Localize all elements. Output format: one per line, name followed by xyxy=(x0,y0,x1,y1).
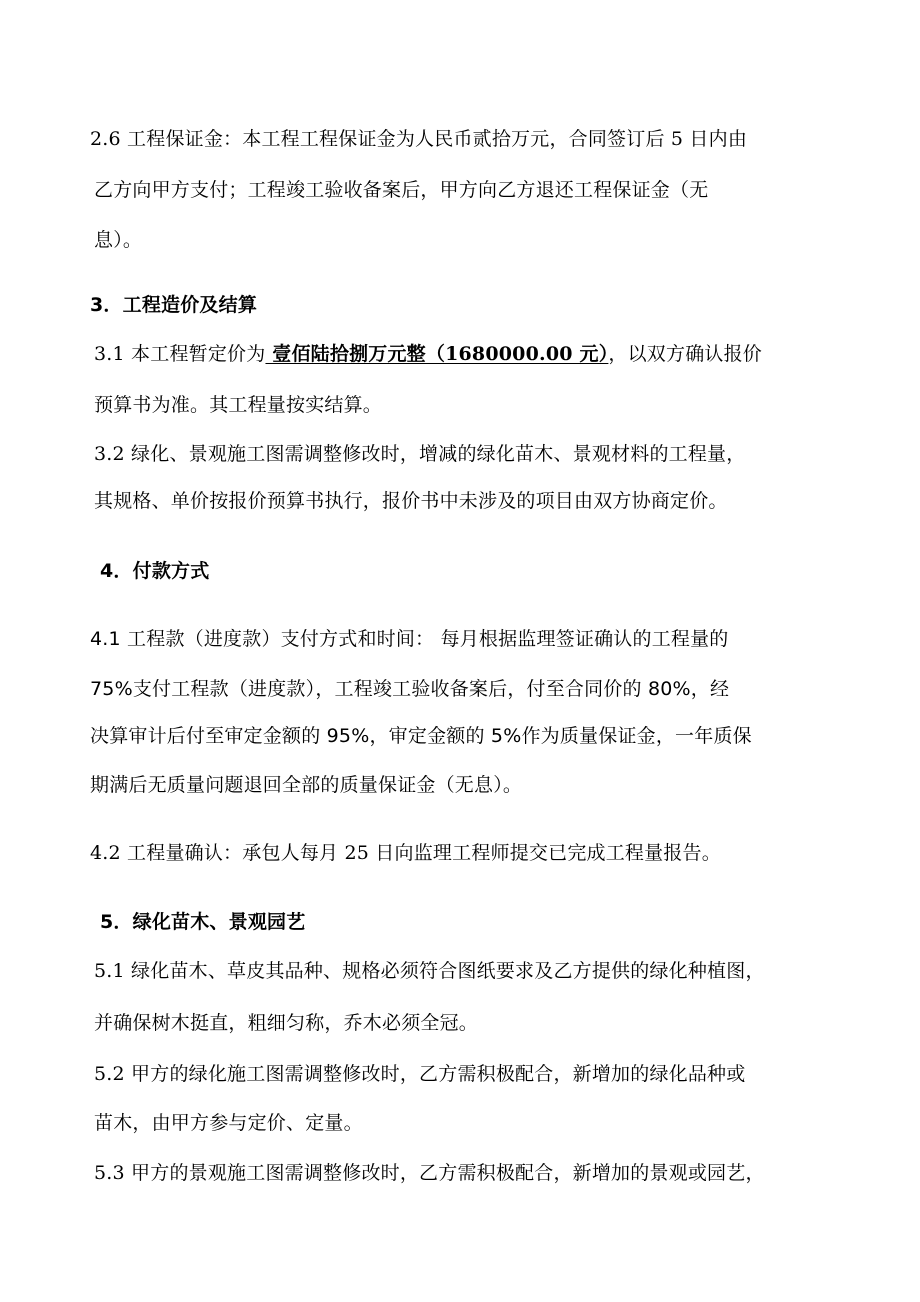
clause-5-1-line-2: 并确保树木挺直，粗细匀称，乔木必须全冠。 xyxy=(94,1012,479,1034)
section-5-heading: 5．绿化苗木、景观园艺 xyxy=(100,911,306,933)
clause-5-2-line-2: 苗木，由甲方参与定价、定量。 xyxy=(94,1112,363,1134)
clause-5-3-line-1: 5.3 甲方的景观施工图需调整修改时，乙方需积极配合，新增加的景观或园艺， xyxy=(94,1162,765,1184)
clause-5-2-line-1: 5.2 甲方的绿化施工图需调整修改时，乙方需积极配合，新增加的绿化品种或 xyxy=(94,1063,746,1085)
clause-4-1-line-2: 75%支付工程款（进度款），工程竣工验收备案后，付至合同价的 80%，经 xyxy=(90,678,730,700)
clause-3-2-line-1: 3.2 绿化、景观施工图需调整修改时，增减的绿化苗木、景观材料的工程量， xyxy=(94,443,746,465)
contract-amount: 壹佰陆拾捌万元整（1680000.00 元） xyxy=(265,343,609,365)
clause-4-1-line-1: 4.1 工程款（进度款）支付方式和时间： 每月根据监理签证确认的工程量的 xyxy=(90,628,729,650)
clause-3-1-prefix: 3.1 本工程暂定价为 xyxy=(94,343,266,365)
clause-3-1-line-2: 预算书为准。其工程量按实结算。 xyxy=(94,394,383,416)
section-4-heading: 4．付款方式 xyxy=(100,560,210,582)
clause-4-2-line-1: 4.2 工程量确认：承包人每月 25 日向监理工程师提交已完成工程量报告。 xyxy=(90,842,721,864)
clause-5-1-line-1: 5.1 绿化苗木、草皮其品种、规格必须符合图纸要求及乙方提供的绿化种植图， xyxy=(94,960,765,982)
section-3-heading: 3．工程造价及结算 xyxy=(90,294,258,316)
clause-4-1-line-4: 期满后无质量问题退回全部的质量保证金（无息）。 xyxy=(90,774,523,796)
clause-2-6-line-1: 2.6 工程保证金：本工程工程保证金为人民币贰拾万元，合同签订后 5 日内由 xyxy=(90,128,748,150)
clause-2-6-line-3: 息）。 xyxy=(94,229,143,251)
clause-3-1-suffix: ，以双方确认报价 xyxy=(608,343,763,365)
clause-3-1-line-1 xyxy=(94,341,762,367)
clause-2-6-line-2: 乙方向甲方支付；工程竣工验收备案后，甲方向乙方退还工程保证金（无 xyxy=(94,179,709,201)
clause-4-1-line-3: 决算审计后付至审定金额的 95%，审定金额的 5%作为质量保证金，一年质保 xyxy=(90,725,752,747)
clause-3-2-line-2: 其规格、单价按报价预算书执行，报价书中未涉及的项目由双方协商定价。 xyxy=(94,490,728,512)
